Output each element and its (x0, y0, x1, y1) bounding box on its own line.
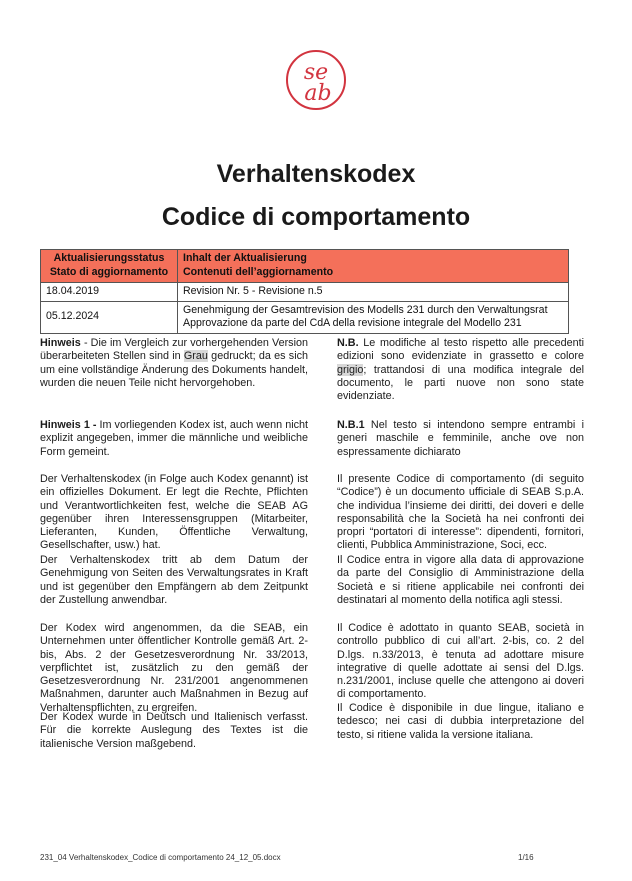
it-note1-text: Nel testo si intendono sempre entrambi i generi maschile e femminile, anche ove non espressamente dichiarato (337, 419, 584, 458)
de-note-paragraph (40, 337, 308, 390)
de-note1-text: Im vorliegenden Kodex ist, auch wenn nicht explizit angegeben, immer die männliche und weibliche Form gemeint. (40, 419, 309, 458)
de-paragraph-6 (40, 711, 308, 751)
it-paragraph-5-text: Il Codice è adottato in quanto SEAB, società in controllo pubblico di cui all’art. 2-bis, co. 2 del D.lgs. n.33/2013, è tenuta ad adottare misure integrative di quelle adottate ai sensi del D.lgs. n.231/2001, incluse quelle che attengono ai doveri di comportamento. (337, 622, 584, 701)
update-status-table (40, 249, 569, 334)
de-note-label: Hinweis (40, 337, 81, 349)
header-status-it: Stato di aggiornamento (49, 265, 169, 278)
it-paragraph-3 (337, 473, 584, 553)
de-paragraph-4-text: Der Verhaltenskodex tritt ab dem Datum der Genehmigung von Seiten des Verwaltungsrates in Kraft und ist gegenüber den Empfängern ab dem Zeitpunkt der Zustellung anwendbar. (40, 554, 308, 606)
it-note-text-b: ; trattandosi di una modifica integrale del documento, le parti nuove non sono state evidenziate. (337, 363, 584, 403)
it-paragraph-3-text: Il presente Codice di comportamento (di seguito “Codice”) è un documento ufficiale di SEAB S.p.A. che individua l’insieme dei diritti, dei doveri e delle responsabilità che la Società ha nei confronti dei propri “portatori di interesse”: dipendenti, fornitori, clienti, Pubblica Amministrazione, Soci, ecc. (337, 473, 584, 552)
de-note-text-b: gedruckt; da es sich um eine vollständige Änderung des Dokuments handelt, wurden die neuen Teile nicht hervorgehoben. (40, 350, 308, 389)
it-note-text-a: Le modifiche al testo rispetto alle precedenti edizioni sono evidenziate in grassetto e colore (337, 337, 584, 363)
de-paragraph-3-text: Der Verhaltenskodex (in Folge auch Kodex genannt) ist ein offizielles Dokument. Er legt die Rechte, Pflichten und Verantwortlichkeiten fest, welche die SEAB AG gegenüber ihren Interessensgruppen (Mitarbeiter, Lieferanten, Kunden, Öffentliche Verwaltung, Gesellschafter, usw.) hat. (40, 473, 308, 552)
de-paragraph-5-text: Der Kodex wird angenommen, da die SEAB, ein Unternehmen unter öffentlicher Kontrolle gemäß Art. 2-bis, Abs. 2 der Gesetzesverordnung Nr. 33/2013, verpflichtet ist, zusätzlich zu den gemäß der Gesetzesverordnung Nr. 231/2001 angenommenen Maßnahmen, darunter auch Maßnahmen in Bezug auf Verhaltenspflichten, zu ergreifen. (40, 622, 308, 714)
row-content (178, 283, 569, 302)
row-date: 05.12.2024 (41, 301, 178, 333)
de-paragraph-3 (40, 473, 308, 553)
row-content-it: Approvazione da parte del CdA della revisione integrale del Modello 231 (183, 317, 522, 329)
table-row (41, 283, 569, 302)
table-row (41, 301, 569, 333)
de-paragraph-4 (40, 554, 308, 607)
seab-logo (284, 48, 348, 112)
row-content-de: Revision Nr. 5 - Revisione n.5 (183, 285, 323, 297)
it-note1-paragraph (337, 419, 584, 459)
row-content (178, 301, 569, 333)
de-paragraph-5 (40, 622, 308, 715)
row-date: 18.04.2019 (41, 283, 178, 302)
table-header-row (41, 250, 569, 283)
logo-text-bottom: ab (304, 81, 332, 106)
title-german: Verhaltenskodex (216, 160, 416, 188)
header-content-de: Inhalt der Aktualisierung (183, 252, 307, 264)
header-status-cell (41, 250, 178, 283)
it-note-paragraph (337, 337, 584, 403)
header-content-it: Contenuti dell’aggiornamento (183, 265, 334, 278)
de-note1-label: Hinweis 1 - (40, 419, 97, 431)
de-paragraph-6-text: Der Kodex wurde in Deutsch und Italienisch verfasst. Für die korrekte Auslegung des Textes ist die italienische Version maßgebend. (40, 711, 308, 750)
it-paragraph-5 (337, 622, 584, 702)
it-note1-label: N.B.1 (337, 419, 365, 431)
header-content-cell (178, 250, 569, 283)
de-note-text-a: - Die im Vergleich zur vorhergehenden Version überarbeiteten Stellen sind in (40, 337, 308, 363)
de-note-highlight: Grau (183, 350, 208, 363)
it-paragraph-6 (337, 702, 584, 742)
it-note-label: N.B. (337, 337, 359, 349)
header-status-de: Aktualisierungsstatus (53, 252, 165, 264)
it-note-highlight: grigio (337, 363, 364, 376)
title-italian: Codice di comportamento (161, 203, 471, 231)
it-paragraph-6-text: Il Codice è disponibile in due lingue, italiano e tedesco; nei casi di dubbia interpretazione del testo, si ritiene valida la versione italiana. (337, 702, 584, 741)
logo-text-top: se (303, 60, 329, 85)
it-paragraph-4-text: Il Codice entra in vigore alla data di approvazione da parte del Consiglio di Amministrazione della Società e si ritiene applicabile nei confronti dei destinatari al momento della notifica agli stessi. (337, 554, 584, 606)
de-note1-paragraph (40, 419, 308, 459)
row-content-de: Genehmigung der Gesamtrevision des Modells 231 durch den Verwaltungsrat (183, 303, 548, 316)
it-paragraph-4 (337, 554, 584, 607)
footer-filename: 231_04 Verhaltenskodex_Codice di comportamento 24_12_05.docx (40, 853, 281, 862)
footer-page-number: 1/16 (518, 853, 534, 862)
